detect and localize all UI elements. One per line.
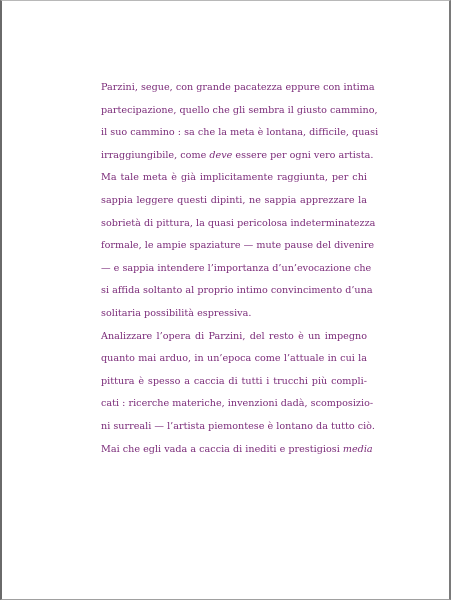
text-line: sappia leggere questi dipinti, ne sappia apprezzare la — [101, 194, 367, 206]
text-line: pittura è spesso a caccia di tutti i trucchi più compli- — [101, 375, 367, 387]
text-line: cati : ricerche materiche, invenzioni dadà, scomposizio- — [101, 398, 374, 410]
italic-text: media — [342, 443, 373, 455]
text-line: Parzini, segue, con grande pacatezza eppure con intima — [101, 82, 375, 93]
text-line: sobrietà di pittura, la quasi pericolosa indeterminatezza — [101, 217, 376, 229]
text-line: solitaria possibilità espressiva. — [101, 307, 252, 319]
text-line: Analizzare l’opera di Parzini, del resto è un impegno — [101, 330, 367, 342]
text-line — [101, 439, 373, 462]
text-line: — e sappia intendere l’importanza d’un’evocazione che — [101, 262, 372, 274]
text-line: quanto mai arduo, in un’epoca come l’attuale in cui la — [101, 353, 367, 365]
text-line: ni surreali — l’artista piemontese è lontano da tutto ciò. — [101, 420, 375, 432]
body-text — [101, 77, 379, 461]
italic-text: deve — [209, 149, 233, 161]
text-run: irraggiungibile, come — [101, 149, 210, 161]
text-run: essere per ogni vero artista. — [232, 149, 374, 161]
text-line: Ma tale meta è già implicitamente raggiunta, per chi — [101, 172, 367, 184]
text-run: Mai che egli vada a caccia di inediti e prestigiosi — [101, 443, 343, 455]
text-line: formale, le ampie spaziature — mute pause del divenire — [101, 240, 375, 252]
text-line: il suo cammino : sa che la meta è lontana, difficile, quasi — [101, 127, 379, 139]
text-line — [101, 145, 374, 168]
text-line: partecipazione, quello che gli sembra il giusto cammino, — [101, 104, 378, 116]
paragraph-1 — [101, 77, 379, 326]
text-line: si affida soltanto al proprio intimo convincimento d’una — [101, 285, 373, 297]
paragraph-2 — [101, 326, 375, 462]
